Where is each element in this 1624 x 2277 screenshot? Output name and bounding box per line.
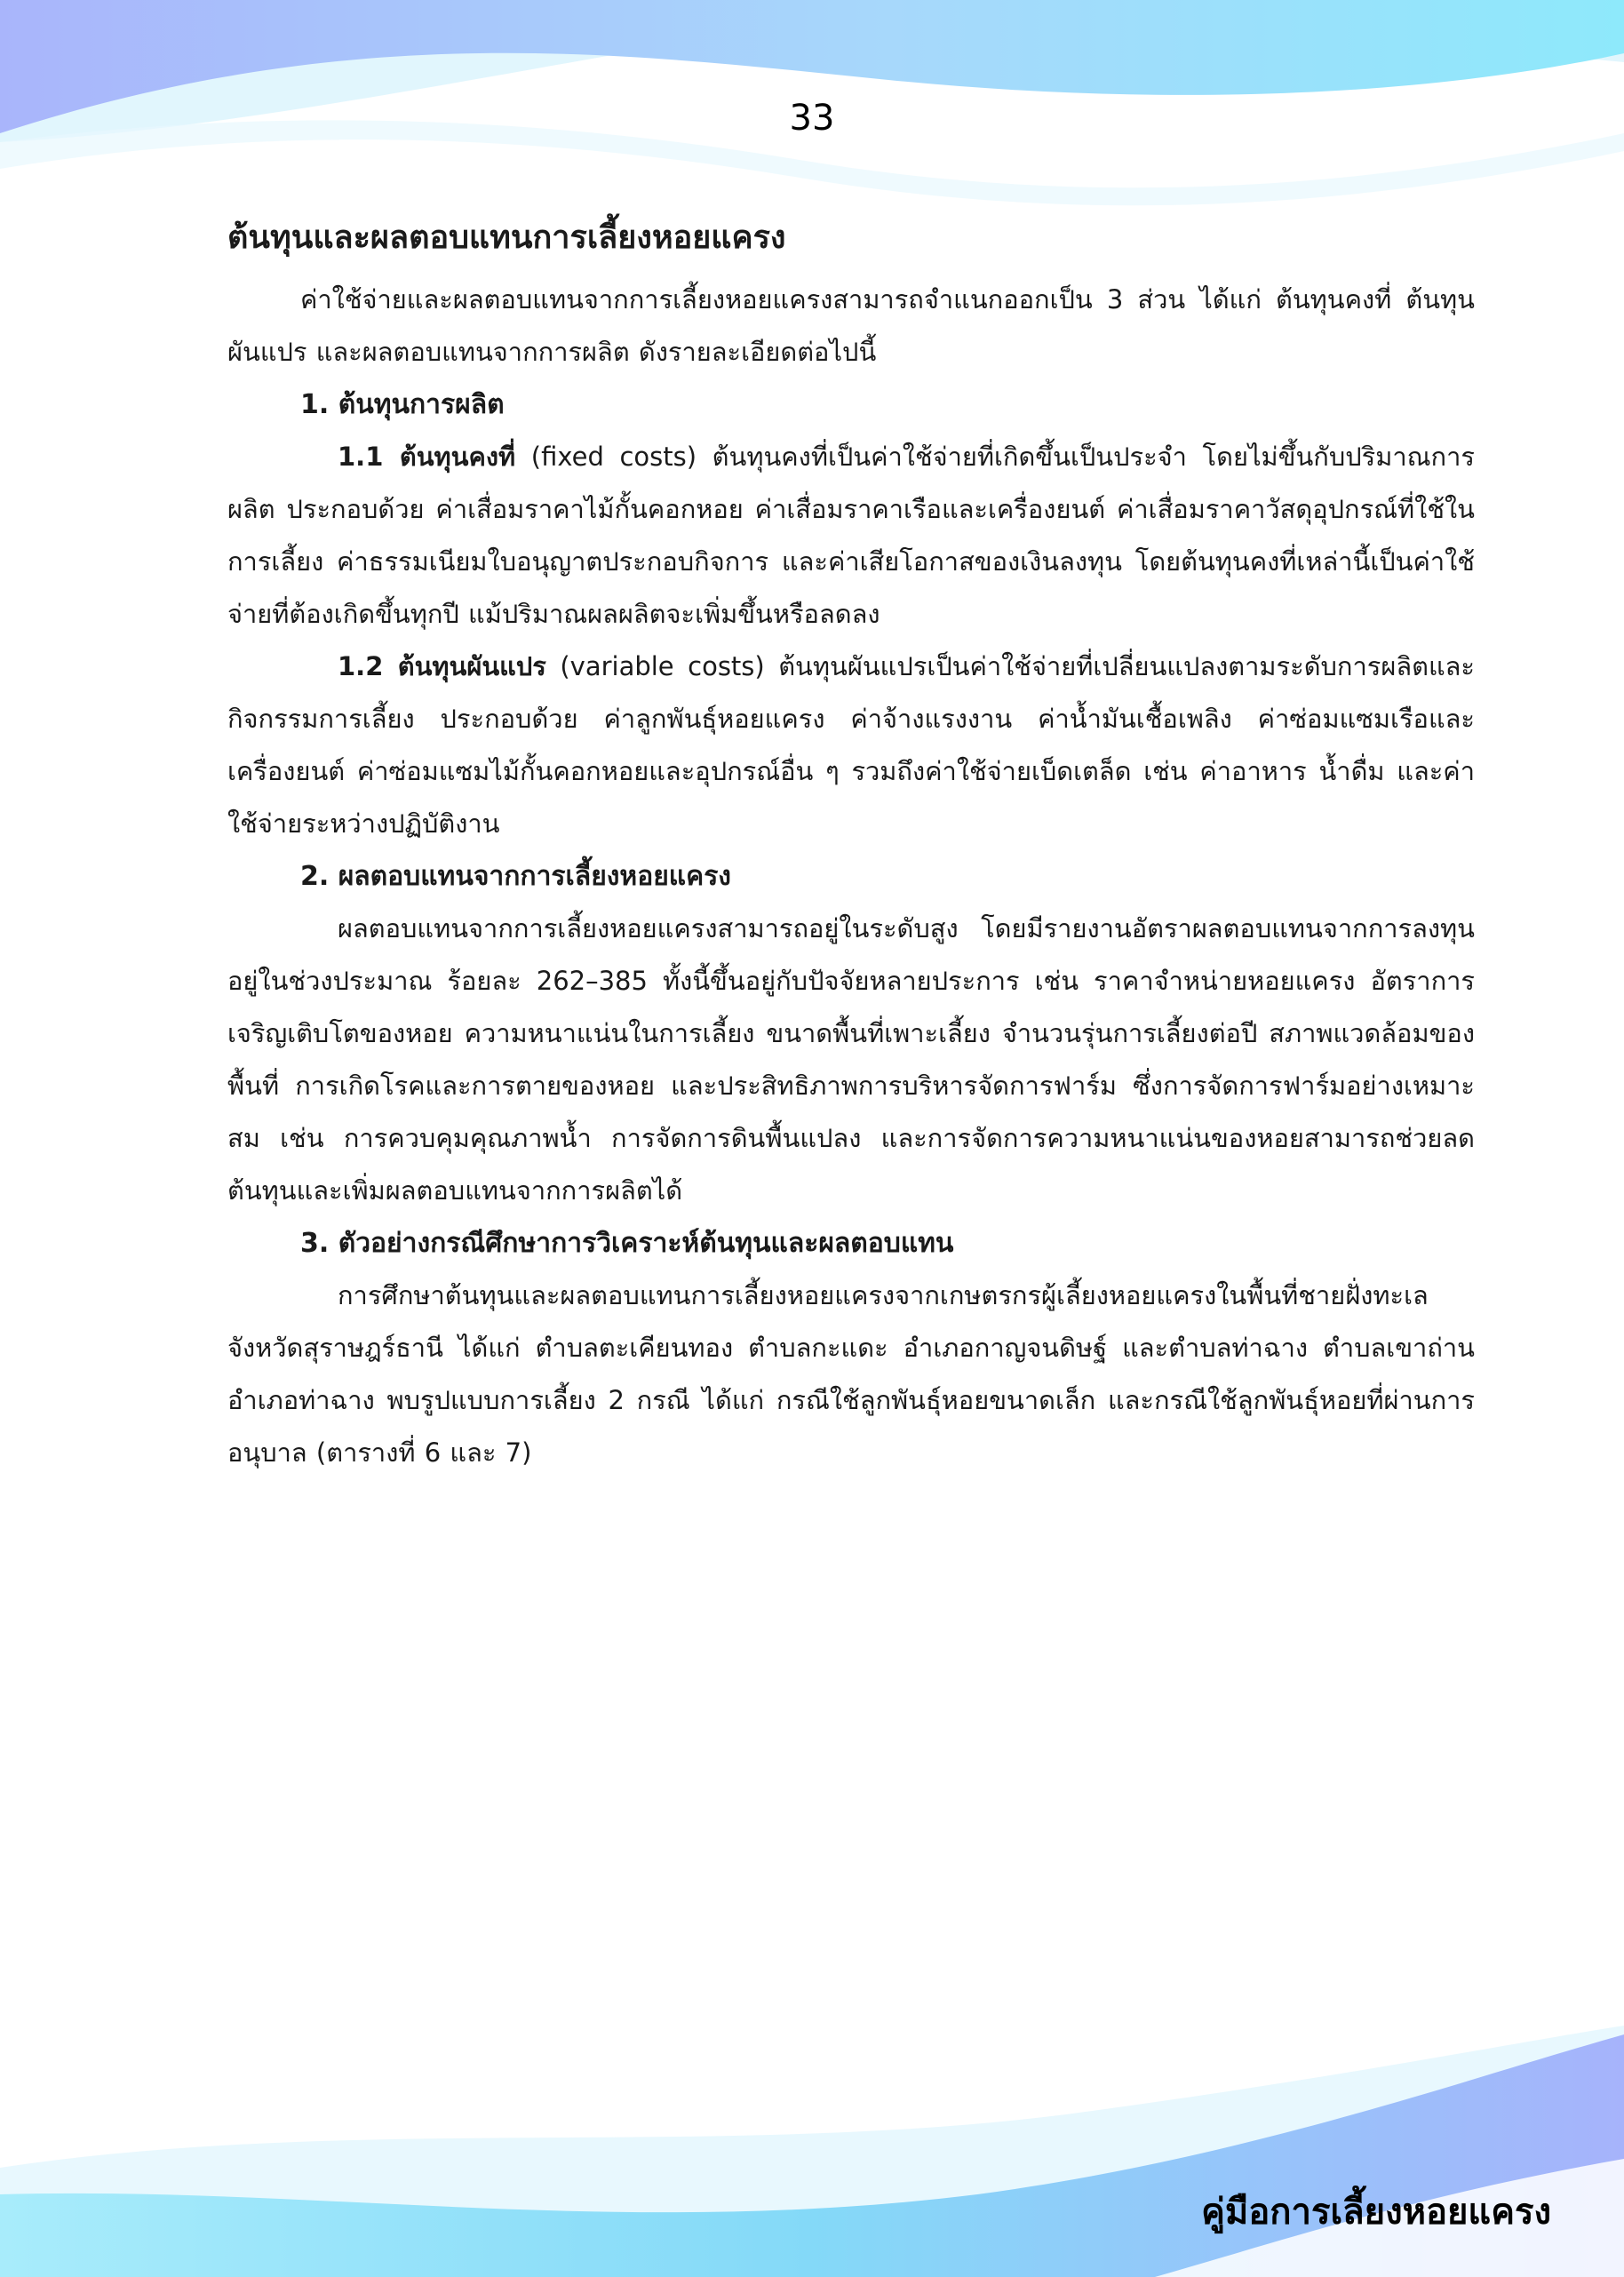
case-study-paragraph: การศึกษาต้นทุนและผลตอบแทนการเลี้ยงหอยแครงจากเกษตรกรผู้เลี้ยงหอยแครงในพื้นที่ชายฝั่งทะเลจังหวัดสุราษฎร์ธานี ได้แก่ ตำบลตะเคียนทอง ตำบลกะแดะ อำเภอกาญจนดิษฐ์ และตำบลท่าฉาง ตำบลเขาถ่าน อำเภอท่าฉาง พบรูปแบบการเลี้ยง 2 กรณี ได้แก่ กรณีใช้ลูกพันธุ์หอยขนาดเล็ก และกรณีใช้ลูกพันธุ์หอยที่ผ่านการอนุบาล (ตารางที่ 6 และ 7) — [227, 1280, 1475, 1468]
intro-paragraph: ค่าใช้จ่ายและผลตอบแทนจากการเลี้ยงหอยแครงสามารถจำแนกออกเป็น 3 ส่วน ได้แก่ ต้นทุนคงที่ ต้นทุนผันแปร และผลตอบแทนจากการผลิต ดังรายละเอียดต่อไปนี้ — [227, 284, 1475, 367]
fixed-cost-label: 1.1 ต้นทุนคงที่ — [338, 442, 516, 472]
page-number: 33 — [789, 98, 835, 139]
section-heading-case-study: 3. ตัวอย่างกรณีศึกษาการวิเคราะห์ต้นทุนและผลตอบแทน — [300, 1228, 954, 1259]
variable-cost-text: (variable costs) ต้นทุนผันแปรเป็นค่าใช้จ่ายที่เปลี่ยนแปลงตามระดับการผลิตและกิจกรรมการเลี้ยง ประกอบด้วย ค่าลูกพันธุ์หอยแครง ค่าจ้างแรงงาน ค่าน้ำมันเชื้อเพลิง ค่าซ่อมแซมเรือและเครื่องยนต์ ค่าซ่อมแซมไม้กั้นคอกหอยและอุปกรณ์อื่น ๆ รวมถึงค่าใช้จ่ายเบ็ดเตล็ด เช่น ค่าอาหาร น้ำดื่ม และค่าใช้จ่ายระหว่างปฏิบัติงาน — [227, 651, 1475, 839]
variable-cost-label: 1.2 ต้นทุนผันแปร — [338, 651, 546, 681]
returns-paragraph: ผลตอบแทนจากการเลี้ยงหอยแครงสามารถอยู่ในระดับสูง โดยมีรายงานอัตราผลตอบแทนจากการลงทุนอยู่ในช่วงประมาณ ร้อยละ 262–385 ทั้งนี้ขึ้นอยู่กับปัจจัยหลายประการ เช่น ราคาจำหน่ายหอยแครง อัตราการเจริญเติบโตของหอย ความหนาแน่นในการเลี้ยง ขนาดพื้นที่เพาะเลี้ยง จำนวนรุ่นการเลี้ยงต่อปี สภาพแวดล้อมของพื้นที่ การเกิดโรคและการตายของหอย และประสิทธิภาพการบริหารจัดการฟาร์ม ซึ่งการจัดการฟาร์มอย่างเหมาะสม เช่น การควบคุมคุณภาพน้ำ การจัดการดินพื้นแปลง และการจัดการความหนาแน่นของหอยสามารถช่วยลดต้นทุนและเพิ่มผลตอบแทนจากการผลิตได้ — [227, 913, 1475, 1206]
fixed-cost-paragraph — [227, 431, 1475, 641]
section-heading-production-cost: 1. ต้นทุนการผลิต — [300, 389, 505, 420]
fixed-cost-text: (fixed costs) ต้นทุนคงที่เป็นค่าใช้จ่ายที่เกิดขึ้นเป็นประจำ โดยไม่ขึ้นกับปริมาณการผลิต ประกอบด้วย ค่าเสื่อมราคาไม้กั้นคอกหอย ค่าเสื่อมราคาเรือและเครื่องยนต์ ค่าเสื่อมราคาวัสดุอุปกรณ์ที่ใช้ในการเลี้ยง ค่าธรรมเนียมใบอนุญาตประกอบกิจการ และค่าเสียโอกาสของเงินลงทุน โดยต้นทุนคงที่เหล่านี้เป็นค่าใช้จ่ายที่ต้องเกิดขึ้นทุกปี แม้ปริมาณผลผลิตจะเพิ่มขึ้นหรือลดลง — [227, 442, 1475, 629]
footer-book-title: คู่มือการเลี้ยงหอยแครง — [1201, 2192, 1551, 2233]
document-body — [227, 213, 1475, 1479]
page-title: ต้นทุนและผลตอบแทนการเลี้ยงหอยแครง — [227, 219, 786, 256]
section-heading-returns: 2. ผลตอบแทนจากการเลี้ยงหอยแครง — [300, 861, 731, 892]
variable-cost-paragraph — [227, 641, 1475, 850]
